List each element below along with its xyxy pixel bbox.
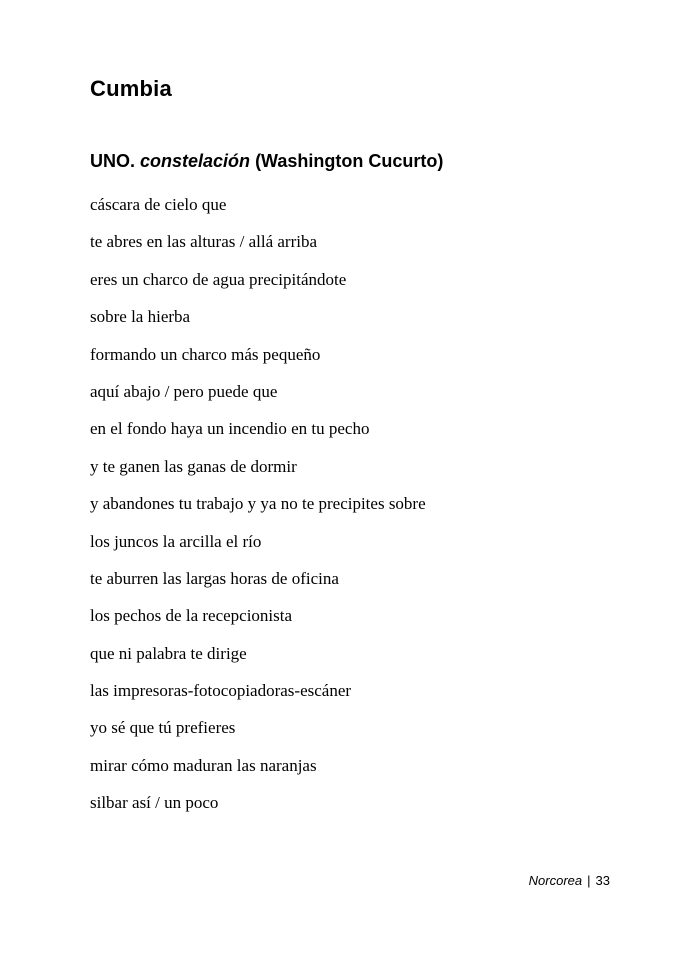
poem-line: y te ganen las ganas de dormir: [90, 456, 297, 476]
poem-line: silbar así / un poco: [90, 793, 219, 813]
footer-separator: |: [587, 873, 591, 888]
footer-book-title: Norcorea: [528, 873, 583, 888]
section-prefix: UNO.: [90, 151, 135, 171]
poem-line: las impresoras-fotocopiadoras-escáner: [90, 681, 352, 701]
section-heading: [90, 148, 443, 174]
poem-line: que ni palabra te dirige: [90, 643, 247, 663]
poem-body: [90, 191, 426, 827]
poem-line: en el fondo haya un incendio en tu pecho: [90, 419, 370, 439]
page-footer: [529, 872, 610, 890]
poem-line: los juncos la arcilla el río: [90, 531, 262, 551]
poem-line: cáscara de cielo que: [90, 195, 227, 214]
poem-line: sobre la hierba: [90, 307, 191, 327]
poem-line: mirar cómo maduran las naranjas: [90, 755, 317, 775]
poem-line: formando un charco más pequeño: [90, 344, 321, 364]
poem-line: yo sé que tú prefieres: [90, 718, 236, 738]
section-subtitle: constelación: [140, 151, 251, 171]
poem-line: te aburren las largas horas de oficina: [90, 568, 339, 588]
poem-line: eres un charco de agua precipitándote: [90, 269, 347, 289]
poem-line: aquí abajo / pero puede que: [90, 381, 278, 401]
section-author: (Washington Cucurto): [255, 151, 444, 171]
page-title: Cumbia: [90, 76, 172, 101]
poem-line: y abandones tu trabajo y ya no te precipites sobre: [90, 494, 426, 514]
poem-line: los pechos de la recepcionista: [90, 606, 293, 626]
page-number: 33: [595, 873, 610, 888]
poem-line: te abres en las alturas / allá arriba: [90, 232, 318, 252]
